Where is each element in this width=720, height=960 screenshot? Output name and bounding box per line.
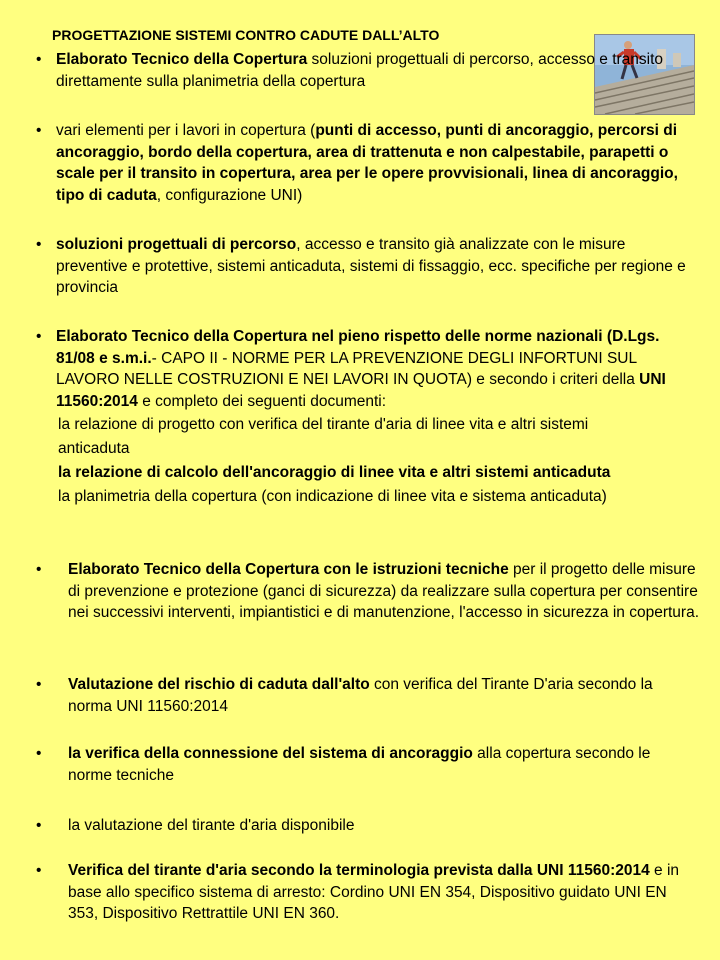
item-bold: Elaborato Tecnico della Copertura nel pieno rispetto delle norme nazionali (D.Lgs. 81/08 e s.m.i.: [56, 328, 660, 367]
list-item: [36, 860, 696, 925]
item-bold: Verifica del tirante d'aria secondo la terminologia prevista dalla UNI 11560:2014: [68, 862, 650, 879]
item-bold: soluzioni progettuali di percorso: [56, 236, 297, 253]
bullet-icon: •: [36, 236, 42, 253]
sub-item-bold: la relazione di calcolo dell'ancoraggio di linee vita e altri sistemi anticaduta: [58, 464, 611, 481]
item-text: soluzioni progettuali di percorso, accesso e transito direttamente sulla planimetria della copertura: [56, 51, 664, 90]
bullet-icon: •: [36, 51, 42, 68]
sub-item: [58, 413, 638, 461]
bullet-icon: •: [36, 676, 42, 693]
sub-item-text: la planimetria della copertura (con indicazione di linee vita e sistema anticaduta): [58, 488, 607, 505]
item-text: la valutazione del tirante d'aria disponibile: [68, 817, 355, 834]
bullet-icon: •: [36, 745, 42, 762]
item-text: e in base allo specifico sistema di arresto: Cordino UNI EN 354, Dispositivo guidato UNI EN 353, Dispositivo Rettrattile UNI EN 360.: [68, 862, 680, 922]
item-text: con verifica del Tirante D'aria secondo la norma UNI 11560:2014: [68, 676, 653, 715]
page-title: PROGETTAZIONE SISTEMI CONTRO CADUTE DALL’ALTO: [52, 27, 440, 43]
list-item: [36, 743, 676, 786]
item-text: e completo dei seguenti documenti:: [137, 392, 387, 410]
item-bold: Elaborato Tecnico della Copertura con le istruzioni tecniche: [68, 561, 509, 578]
list-item: [36, 326, 700, 412]
item-bold: UNI 11560:2014: [56, 371, 666, 410]
list-item: [36, 559, 706, 624]
item-bold: la verifica della connessione del sistema di ancoraggio: [68, 745, 473, 762]
item-text: , configurazione UNI): [156, 186, 303, 204]
item-text: per il progetto delle misure di prevenzione e protezione (ganci di sicurezza) da realizzare sulla copertura per consentire nei successivi interventi, impiantistici e di manutenzione, l'accesso in sicurezza in copertura.: [68, 561, 699, 621]
sub-item-text: la relazione di progetto con verifica del tirante d'aria di linee vita e altri sistemi anticaduta: [58, 416, 589, 457]
item-text: - CAPO II - NORME PER LA PREVENZIONE DEGLI INFORTUNI SUL LAVORO NELLE COSTRUZIONI E NEI LAVORI IN QUOTA) e secondo i criteri della: [56, 349, 640, 388]
item-bold: Valutazione del rischio di caduta dall'alto: [68, 676, 370, 693]
bullet-icon: •: [36, 122, 42, 139]
item-text: vari elementi per i lavori in copertura (: [56, 122, 316, 139]
list-item: [36, 49, 716, 92]
list-item: [36, 120, 700, 206]
bullet-icon: •: [36, 862, 42, 879]
bullet-icon: •: [36, 561, 42, 578]
list-item: [36, 234, 700, 299]
list-item: [36, 674, 676, 717]
bullet-icon: •: [36, 817, 42, 834]
item-text: alla copertura secondo le norme tecniche: [68, 745, 651, 784]
sub-item: [58, 485, 668, 509]
bullet-icon: •: [36, 328, 42, 345]
item-bold: punti di accesso, punti di ancoraggio, percorsi di ancoraggio, bordo della copertura, area di trattenuta e non calpestabile, parapetti o scale per il transito in copertura, area per le opere provvisionali, linea di ancoraggio, tipo di caduta: [56, 122, 678, 204]
sub-item: [58, 461, 720, 485]
item-bold: Elaborato Tecnico della Copertura: [56, 51, 308, 68]
item-text: , accesso e transito già analizzate con le misure preventive e protettive, sistemi anticaduta, sistemi di fissaggio, ecc. specifiche per regione e provincia: [56, 236, 686, 296]
list-item: [36, 815, 676, 837]
